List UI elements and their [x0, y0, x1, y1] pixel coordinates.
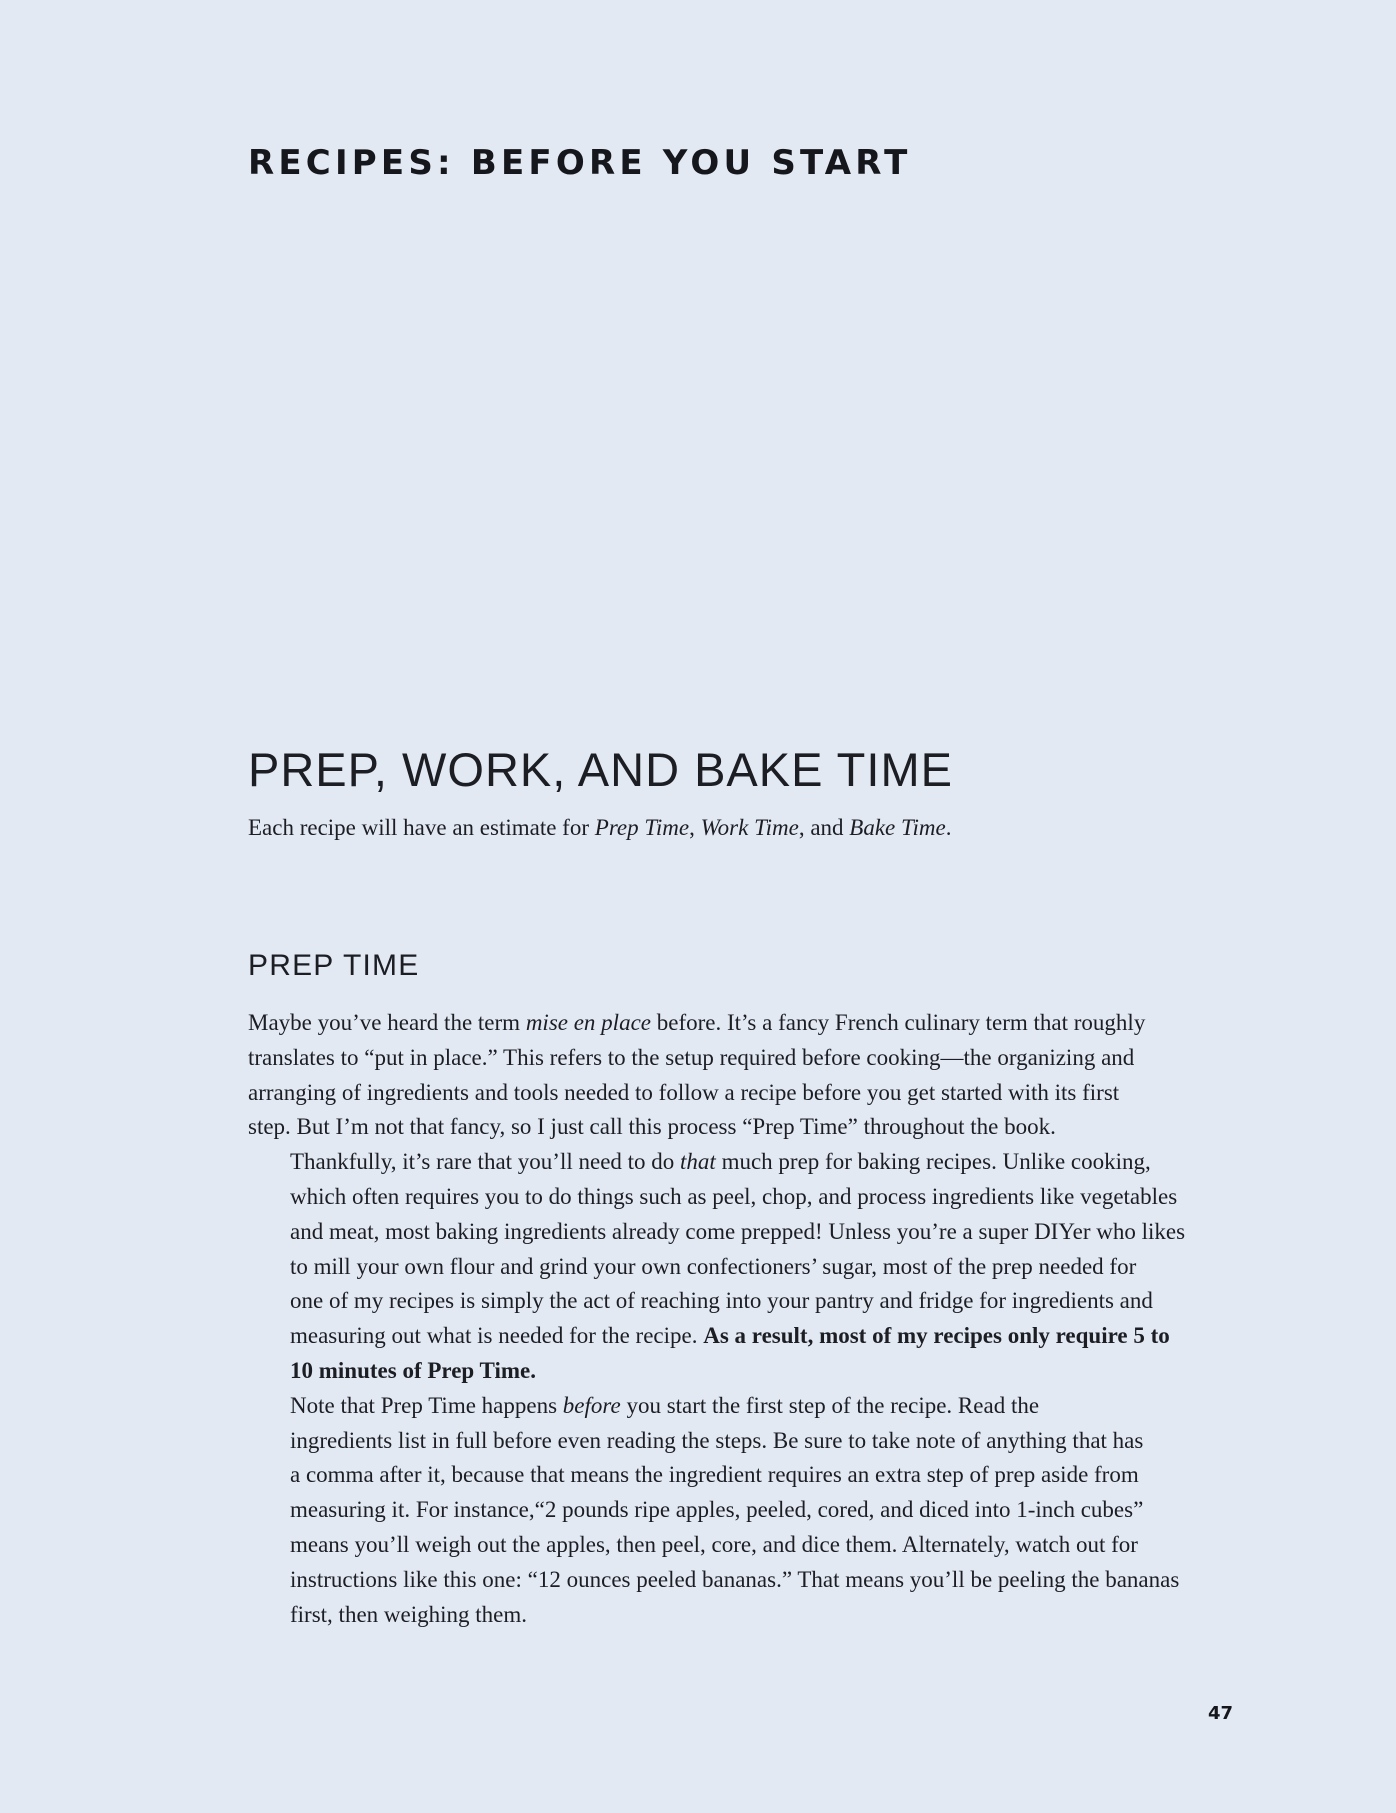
text-line: means you’ll weigh out the apples, then peel, core, and dice them. Alternately, watch out for [290, 1531, 1138, 1557]
paragraph-3 [248, 1389, 1238, 1633]
text-line [248, 1319, 1238, 1354]
bold-emphasis: As a result, most of my recipes only require 5 to [703, 1323, 1170, 1349]
page-header: RECIPES: BEFORE YOU START [248, 143, 912, 183]
section-title: PREP, WORK, AND BAKE TIME [248, 743, 953, 796]
text-span: Maybe you’ve heard the term [248, 1010, 526, 1035]
text-span: before. It’s a fancy French culinary term that roughly [651, 1010, 1146, 1035]
text-line: arranging of ingredients and tools needed to follow a recipe before you get started with its first [248, 1079, 1120, 1105]
text-line: which often requires you to do things such as peel, chop, and process ingredients like vegetables [290, 1183, 1178, 1209]
text-line: instructions like this one: “12 ounces peeled bananas.” That means you’ll be peeling the bananas [290, 1566, 1180, 1592]
text-line: and meat, most baking ingredients already come prepped! Unless you’re a super DIYer who likes [290, 1218, 1186, 1244]
text-line [248, 1145, 1238, 1180]
text-line [248, 1354, 1238, 1389]
page-number: 47 [1208, 1703, 1234, 1724]
text-line: translates to “put in place.” This refers to the setup required before cooking—the organizing and [248, 1044, 1135, 1070]
body-text [248, 1006, 1238, 1632]
section-intro [248, 815, 951, 841]
intro-text: . [945, 815, 952, 840]
intro-bake-time: Bake Time [849, 815, 946, 840]
intro-text: , and [798, 815, 850, 840]
text-line: a comma after it, because that means the ingredient requires an extra step of prep aside from [290, 1462, 1139, 1488]
paragraph-1 [248, 1006, 1238, 1145]
intro-prep-time: Prep Time [594, 815, 690, 840]
text-line [248, 1006, 1238, 1041]
intro-work-time: Work Time [700, 815, 799, 840]
text-line: measuring it. For instance,“2 pounds ripe apples, peeled, cored, and diced into 1-inch cubes” [290, 1497, 1144, 1523]
text-span: Note that Prep Time happens [290, 1392, 563, 1418]
emphasis: that [680, 1149, 716, 1175]
text-span: you start the first step of the recipe. Read the [620, 1392, 1040, 1418]
text-line: first, then weighing them. [290, 1601, 527, 1627]
text-line: ingredients list in full before even reading the steps. Be sure to take note of anything that has [290, 1427, 1144, 1453]
emphasis: mise en place [525, 1010, 651, 1035]
text-span: Thankfully, it’s rare that you’ll need to do [290, 1149, 681, 1175]
emphasis: before [562, 1392, 621, 1418]
text-line: one of my recipes is simply the act of reaching into your pantry and fridge for ingredients and [290, 1288, 1153, 1314]
intro-text: Each recipe will have an estimate for [248, 815, 595, 840]
paragraph-2 [248, 1145, 1238, 1389]
text-line: step. But I’m not that fancy, so I just call this process “Prep Time” throughout the book. [248, 1114, 1056, 1140]
intro-text: , [689, 815, 701, 840]
text-line: to mill your own flour and grind your own confectioners’ sugar, most of the prep needed for [290, 1253, 1137, 1279]
bold-emphasis: 10 minutes of Prep Time. [290, 1357, 536, 1383]
subsection-title: PREP TIME [248, 949, 420, 982]
text-span: measuring out what is needed for the recipe. [290, 1323, 704, 1349]
text-span: much prep for baking recipes. Unlike cooking, [715, 1149, 1151, 1175]
text-line [248, 1389, 1238, 1424]
